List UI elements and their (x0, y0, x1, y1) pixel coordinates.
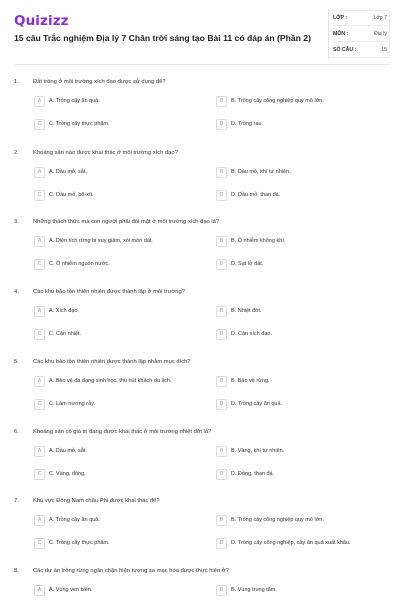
answer-option-c[interactable] (34, 259, 202, 272)
option-letter-box: C (34, 399, 45, 410)
option-letter-box: D (216, 538, 227, 549)
option-letter-box: A (34, 376, 45, 387)
question-item (0, 79, 400, 145)
quizizz-logo: Quizizz (14, 13, 69, 29)
option-letter-box: A (34, 515, 45, 526)
option-text: D. Trồng cây ăn quả. (231, 401, 283, 407)
option-text: D. Cận xích đạo. (231, 331, 272, 337)
answer-option-d[interactable] (216, 469, 384, 482)
option-letter-box: D (216, 119, 227, 130)
question-item (0, 498, 400, 564)
question-text: Khu vực Đông Nam châu Phi được khai thác để? (33, 498, 160, 504)
option-text: C. Trồng cây thực phẩm. (49, 540, 110, 546)
option-text: C. Dầu mỏ, bô-xít. (49, 192, 94, 198)
answer-option-d[interactable] (216, 399, 384, 412)
answer-option-d[interactable] (216, 329, 384, 342)
question-text: Khoáng sản nào được khai thác ở môi trường xích đạo? (33, 150, 178, 156)
answer-option-b[interactable] (216, 376, 384, 389)
answer-option-b[interactable] (216, 585, 384, 598)
meta-label: SỐ CÂU : (333, 47, 357, 53)
question-number: 7. (14, 498, 19, 504)
option-letter-box: B (216, 585, 227, 596)
question-number: 2. (14, 150, 19, 156)
option-text: D. Dầu mỏ, than đá. (231, 192, 281, 198)
option-text: A. Dầu mỏ, sắt. (49, 448, 87, 454)
worksheet-title: 15 câu Trắc nghiệm Địa lý 7 Chân trời sáng tạo Bài 11 có đáp án (Phần 2) (14, 33, 311, 43)
option-letter-box: D (216, 259, 227, 270)
option-letter-box: D (216, 190, 227, 201)
answer-option-c[interactable] (34, 538, 202, 551)
option-text: D. Trồng cây công nghiệp, cây ăn quả xuất khẩu. (231, 540, 351, 546)
option-letter-box: C (34, 190, 45, 201)
answer-option-a[interactable] (34, 96, 202, 109)
question-text: Đất trồng ở môi trường xích đạo được sử dụng để? (33, 79, 166, 85)
option-text: D. Trồng rau. (231, 121, 264, 127)
question-item (0, 289, 400, 355)
question-text: Khoáng sản có giá trị đang được khai thác ở môi trường nhiệt đới là? (33, 429, 212, 435)
option-letter-box: D (216, 329, 227, 340)
option-letter-box: C (34, 329, 45, 340)
answer-option-a[interactable] (34, 585, 202, 598)
option-text: B. Nhiệt đới. (231, 308, 262, 314)
option-letter-box: A (34, 585, 45, 596)
answer-option-d[interactable] (216, 538, 384, 551)
answer-option-a[interactable] (34, 376, 202, 389)
option-letter-box: A (34, 446, 45, 457)
option-text: C. Ô nhiễm nguồn nước. (49, 261, 110, 267)
question-item (0, 429, 400, 495)
answer-option-b[interactable] (216, 167, 384, 180)
answer-option-b[interactable] (216, 236, 384, 249)
answer-option-a[interactable] (34, 515, 202, 528)
question-text: Những thách thức mà con người phải đối mặt ở môi trường xích đạo là? (33, 219, 220, 225)
option-text: B. Vàng, khí tự nhiên. (231, 448, 285, 454)
question-number: 1. (14, 79, 19, 85)
answer-option-c[interactable] (34, 399, 202, 412)
question-item (0, 219, 400, 285)
answer-option-b[interactable] (216, 306, 384, 319)
meta-label: LỚP : (333, 15, 348, 21)
option-text: B. Trồng cây công nghiệp quy mô lớn. (231, 517, 324, 523)
question-item (0, 568, 400, 600)
option-text: B. Ô nhiễm không khí. (231, 238, 286, 244)
question-number: 3. (14, 219, 19, 225)
answer-option-a[interactable] (34, 306, 202, 319)
option-letter-box: D (216, 399, 227, 410)
meta-value: Lớp 7 (373, 15, 387, 21)
answer-option-d[interactable] (216, 119, 384, 132)
answer-option-d[interactable] (216, 259, 384, 272)
question-number: 8. (14, 568, 19, 574)
option-text: A. Trồng cây ăn quả. (49, 98, 100, 104)
question-text: Các khu bảo tồn thiên nhiên được thành lập nhằm mục đích? (33, 359, 191, 365)
option-letter-box: B (216, 306, 227, 317)
answer-option-c[interactable] (34, 190, 202, 203)
question-number: 5. (14, 359, 19, 365)
option-text: A. Vùng ven biển. (49, 587, 93, 593)
answer-option-b[interactable] (216, 96, 384, 109)
option-letter-box: B (216, 167, 227, 178)
option-letter-box: B (216, 376, 227, 387)
answer-option-d[interactable] (216, 190, 384, 203)
option-text: A. Diện tích rừng bị suy giảm, xói mòn đất. (49, 238, 153, 244)
question-item (0, 150, 400, 216)
answer-option-c[interactable] (34, 329, 202, 342)
answer-option-b[interactable] (216, 515, 384, 528)
option-text: A. Trồng cây ăn quả. (49, 517, 100, 523)
option-letter-box: A (34, 167, 45, 178)
question-text: Các khu bảo tồn thiên nhiên được thành lập ở môi trường? (33, 289, 185, 295)
meta-value: 15 (381, 47, 387, 53)
option-text: B. Trồng cây công nghiệp quy mô lớn. (231, 98, 324, 104)
option-letter-box: B (216, 515, 227, 526)
option-text: B. Dầu mỏ, khí tự nhiên. (231, 169, 291, 175)
answer-option-a[interactable] (34, 167, 202, 180)
option-text: D. Sạt lở đất. (231, 261, 264, 267)
question-number: 4. (14, 289, 19, 295)
option-letter-box: B (216, 96, 227, 107)
option-text: A. Dầu mỏ, sắt. (49, 169, 87, 175)
answer-option-b[interactable] (216, 446, 384, 459)
option-letter-box: D (216, 469, 227, 480)
option-letter-box: C (34, 469, 45, 480)
option-text: A. Xích đạo. (49, 308, 79, 314)
option-text: B. Vùng trung tâm. (231, 587, 277, 593)
option-letter-box: A (34, 306, 45, 317)
meta-label: MÔN : (333, 31, 349, 37)
question-number: 6. (14, 429, 19, 435)
option-letter-box: A (34, 236, 45, 247)
option-letter-box: C (34, 119, 45, 130)
meta-value: Địa lý (374, 31, 387, 37)
option-text: C. Làm nương rẫy. (49, 401, 96, 407)
option-text: C. Cận nhiệt. (49, 331, 82, 337)
question-text: Các dự án trồng rừng ngăn chặn hiện tượng sa mạc hóa được thực hiện ở? (33, 568, 229, 574)
answer-option-a[interactable] (34, 236, 202, 249)
answer-option-c[interactable] (34, 469, 202, 482)
option-text: C. Vàng, đồng. (49, 471, 86, 477)
option-letter-box: C (34, 538, 45, 549)
option-letter-box: C (34, 259, 45, 270)
question-item (0, 359, 400, 425)
option-text: A. Bảo vệ đa dạng sinh học, thu hút khách du lịch. (49, 378, 172, 384)
option-letter-box: A (34, 96, 45, 107)
answer-option-a[interactable] (34, 446, 202, 459)
option-letter-box: B (216, 236, 227, 247)
option-text: B. Bảo vệ rừng. (231, 378, 270, 384)
answer-option-c[interactable] (34, 119, 202, 132)
option-text: D. Đồng, than đá. (231, 471, 275, 477)
option-text: C. Trồng cây thực phẩm. (49, 121, 110, 127)
option-letter-box: B (216, 446, 227, 457)
